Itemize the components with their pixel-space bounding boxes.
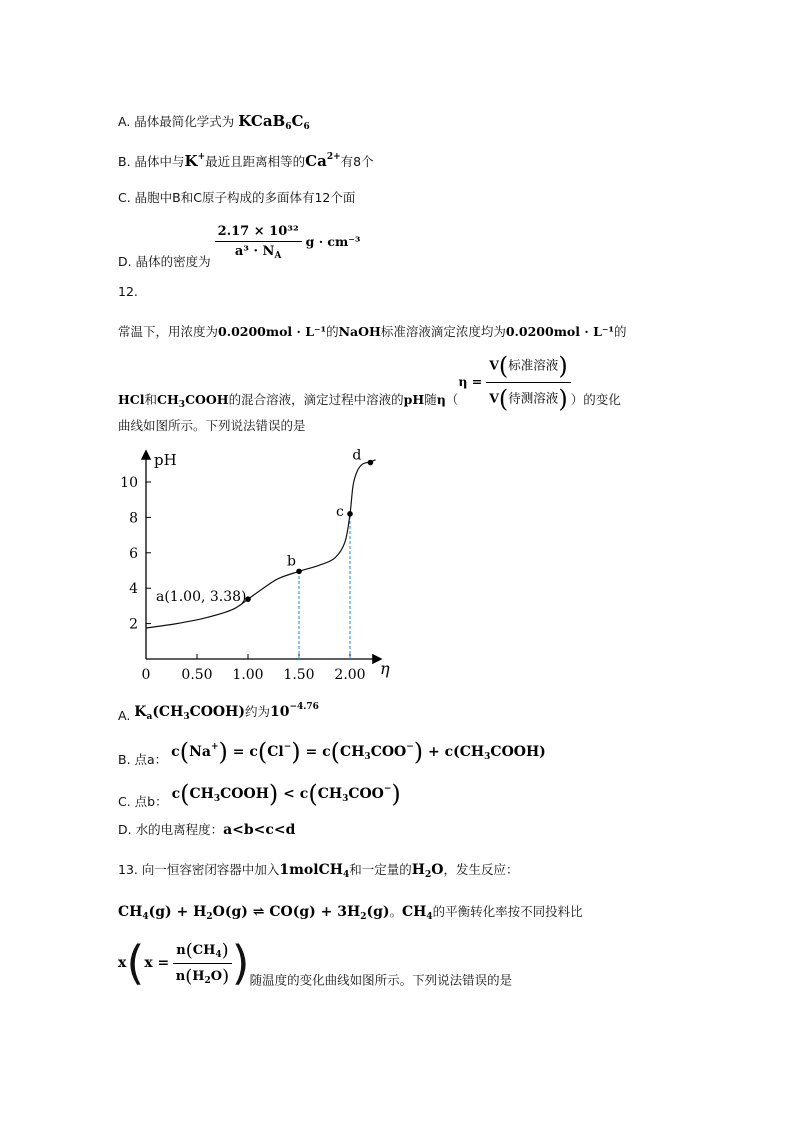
y-tick-label: 10: [120, 475, 138, 491]
q11-option-d: D. 晶体的密度为 $\frac{\text{2.17 × 10³²}}{a^3 \cdot N_A}$ g · cm⁻³: [118, 224, 361, 269]
q12-number: 12.: [118, 284, 138, 299]
point-label: d: [352, 447, 362, 464]
q12-line1: 常温下，用浓度为0.0200mol · L⁻¹的NaOH标准溶液滴定浓度均为0.0200mol · L⁻¹的: [118, 324, 627, 339]
q12-option-b: B. 点a： $c(Na^+) = c(Cl^-) = c(CH_3COO^-)$ + $c(CH_3COOH)$: [118, 738, 546, 767]
q11-option-a: A. 晶体最简化学式为 $KCaB_6C_6$: [118, 112, 310, 132]
q13-line1: 13. 向一恒容密闭容器中加入1molCH$_4$和一定量的$H_2O$，发生反应：: [118, 862, 519, 880]
q13-line3: x(x = $\frac{n(CH_4)}{n(H_2O)}$ )随温度的变化曲线如图所示。下列说法错误的是: [118, 936, 513, 990]
point-label: c: [336, 503, 344, 520]
x-tick-label: 2.00: [334, 667, 366, 683]
y-tick-label: 4: [129, 581, 138, 598]
q12-line2: HCl和$CH_3COOH$的混合溶液，滴定过程中溶液的pH随η（η = $\frac{\text{V(标准溶液)}}{\text{V(待测溶液)}}$ ）的变化: [118, 352, 621, 413]
feed-ratio-fraction: $\frac{n(CH_4)}{n(H_2O)}$: [173, 940, 231, 987]
data-point: [347, 511, 353, 517]
point-label: b: [287, 553, 296, 570]
q12-line3: 曲线如图所示。下列说法错误的是: [118, 418, 306, 433]
q11-option-b: B. 晶体中与K+最近且距离相等的$Ca^{2+}$有8个: [118, 152, 374, 170]
y-axis-label: pH: [154, 451, 177, 469]
x-tick-label: 1.00: [232, 667, 264, 683]
kcab6c6-formula: $KCaB_6C_6$: [238, 112, 310, 132]
q11-option-c: C. 晶胞中B和C原子构成的多面体有12个面: [118, 190, 356, 205]
q12-option-c: C. 点b： $c(CH_3COOH) < c(CH_3COO^-)$: [118, 780, 401, 809]
x-tick-label: 0.50: [181, 667, 213, 683]
q12-option-a: A. $K_a(CH_3COOH)$约为$10^{-4.76}$: [118, 702, 319, 723]
q13-line2: $CH_4(g) + H_2O(g)$ ⇌ $CO(g) + 3H_2(g)$。$CH_4$的平衡转化率按不同投料比: [118, 904, 583, 922]
x-tick-label: 0: [141, 667, 151, 683]
x-tick-label: 1.50: [283, 667, 315, 683]
x-axis-label: η: [380, 659, 390, 678]
y-tick-label: 6: [129, 545, 138, 562]
eta-fraction: $\frac{\text{V(标准溶液)}}{\text{V(待测溶液)}}$: [486, 352, 570, 413]
q12-option-d: D. 水的电离程度：a<b<c<d: [118, 822, 296, 838]
y-tick-label: 8: [129, 510, 138, 527]
ph-titration-chart: [118, 444, 418, 684]
y-tick-label: 2: [129, 616, 138, 633]
density-fraction: $\frac{\text{2.17 × 10³²}}{a^3 \cdot N_A}$: [215, 224, 302, 261]
data-point: [296, 569, 302, 575]
point-label: a(1.00, 3.38): [156, 589, 247, 606]
data-point: [368, 460, 374, 466]
